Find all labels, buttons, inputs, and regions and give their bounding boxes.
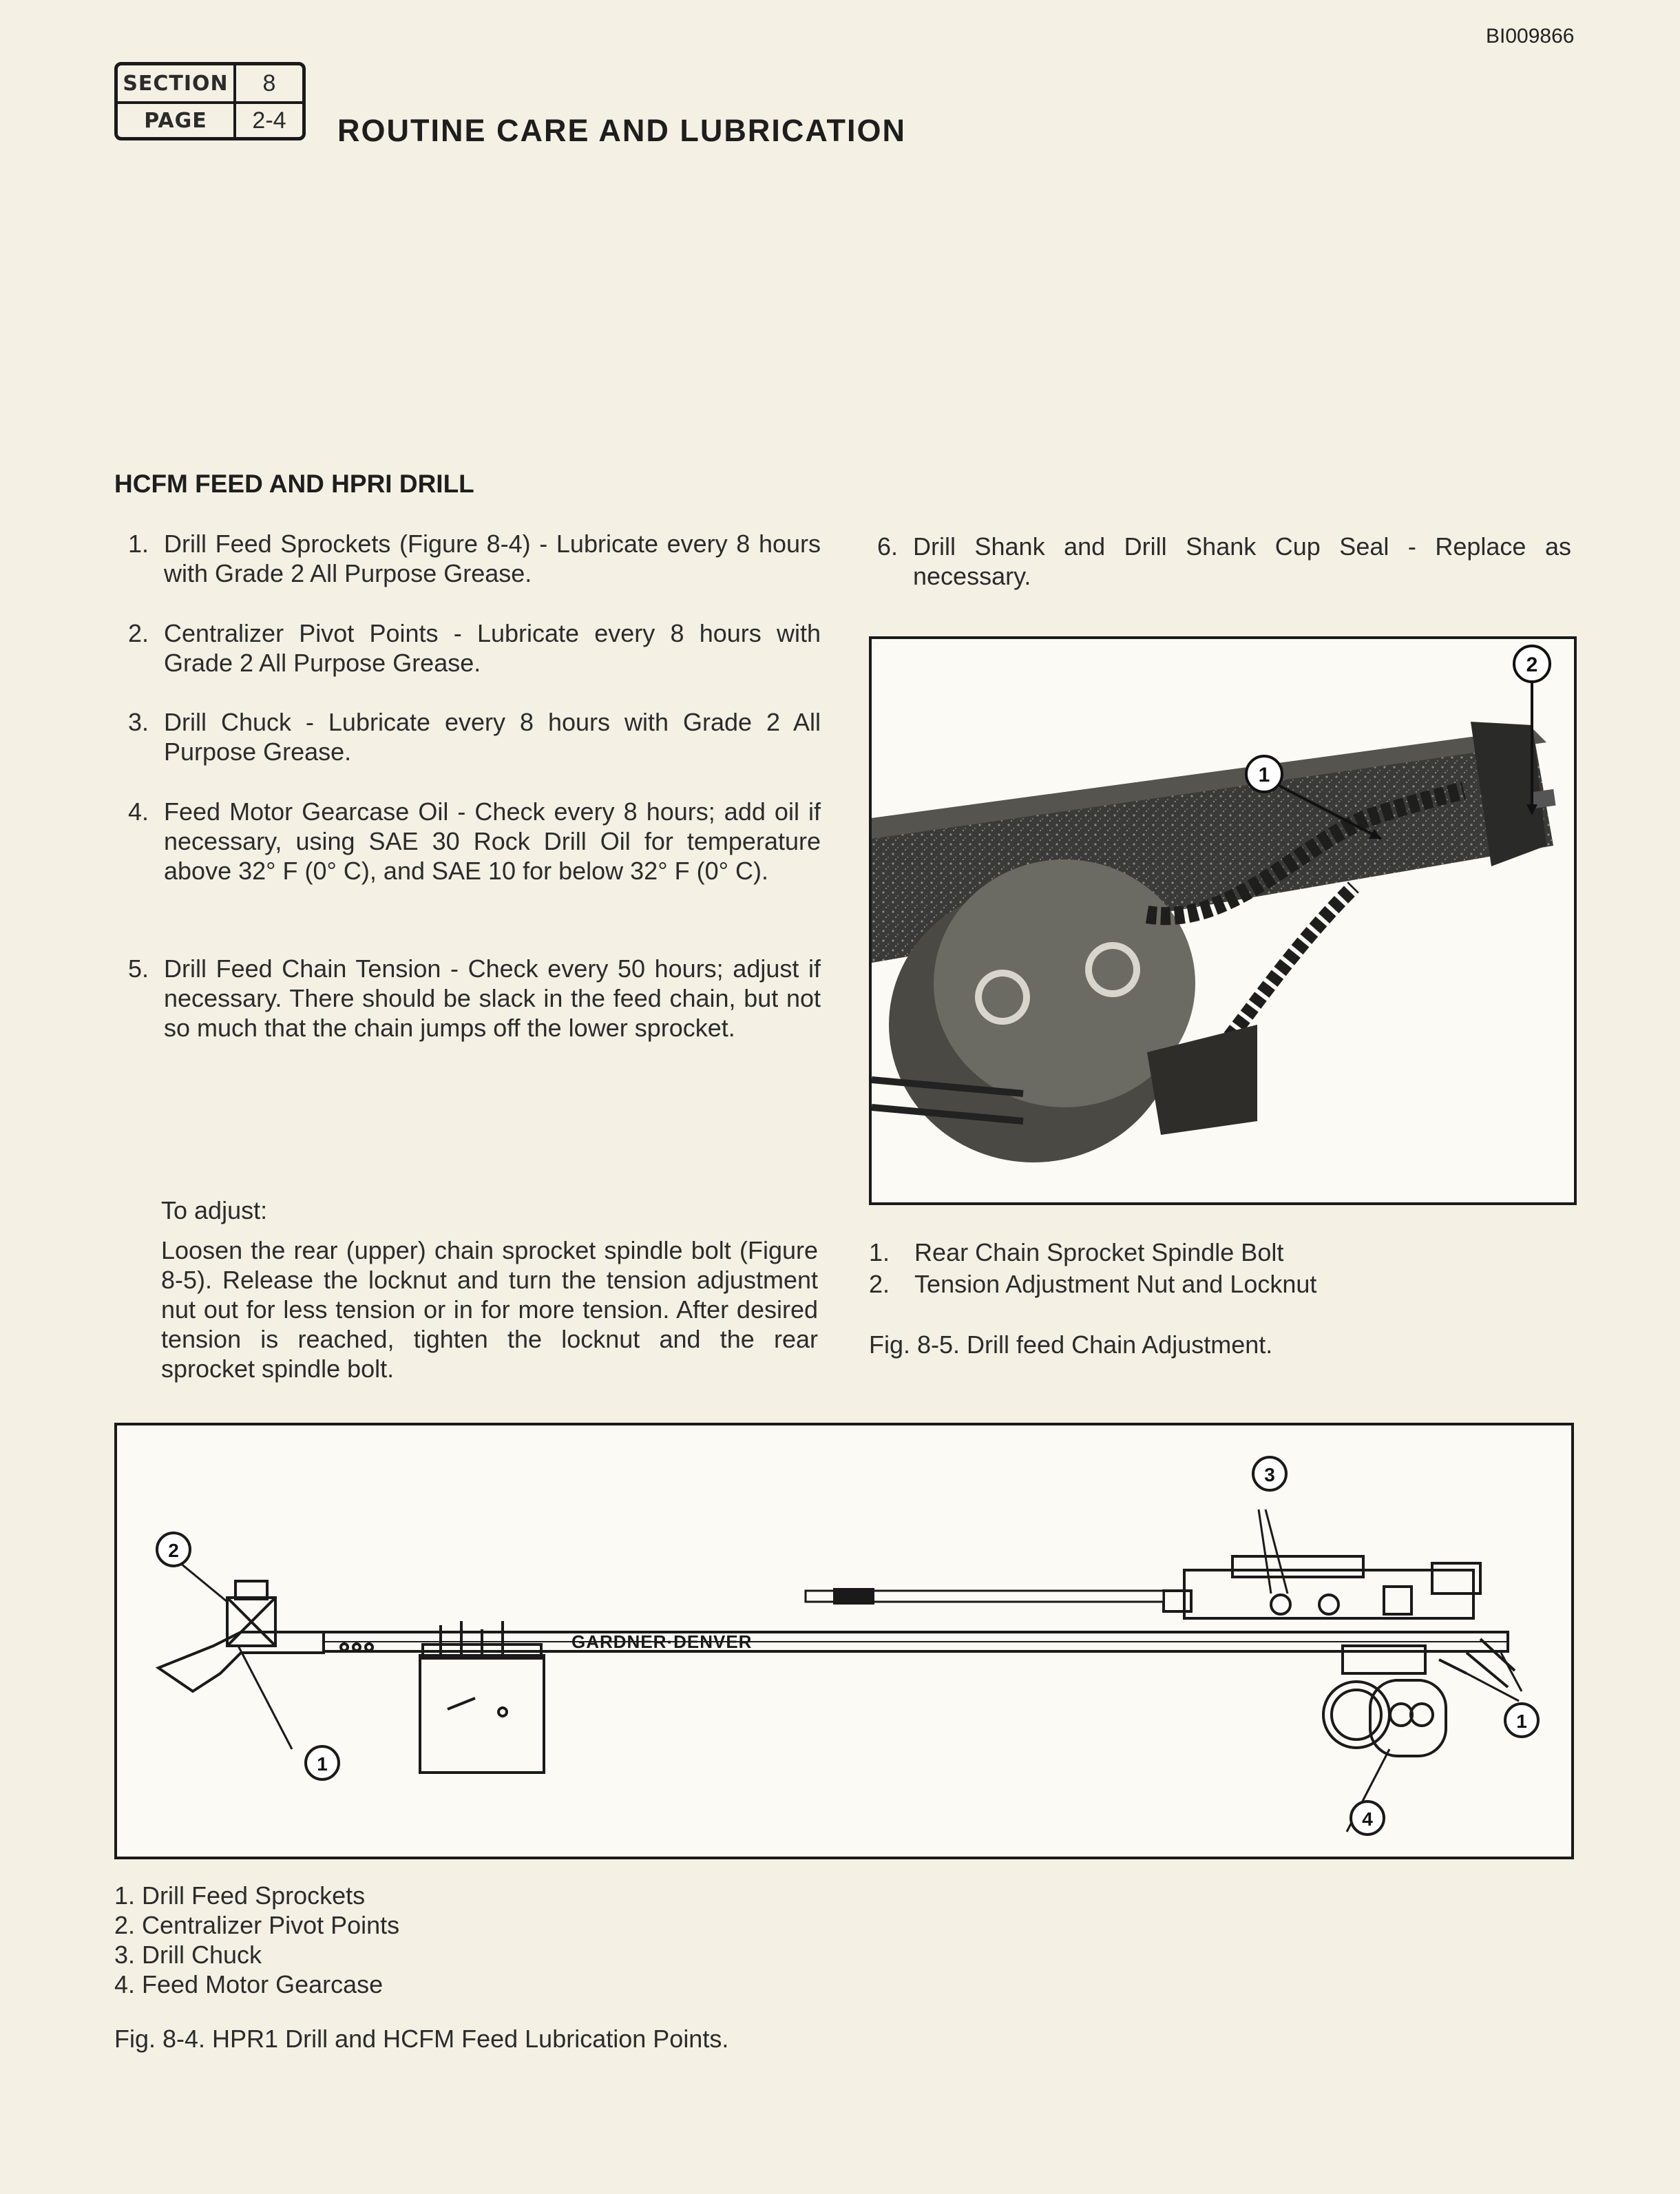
figure-8-5-photo: [869, 636, 1577, 1205]
callout-label: 1: [1258, 764, 1270, 786]
fig5-legend-item: [869, 1238, 1283, 1267]
item-number: 2.: [128, 619, 149, 647]
item-number: 4.: [128, 797, 149, 826]
section-row: [118, 65, 302, 104]
item-number: 6.: [877, 532, 899, 561]
legend-text: Rear Chain Sprocket Spindle Bolt: [914, 1238, 1284, 1266]
list-item: [128, 529, 821, 588]
item-text: Drill Feed Sprockets (Figure 8-4) - Lubricate every 8 hours with Grade 2 All Purpose Grease.: [164, 530, 821, 587]
to-adjust-text: Loosen the rear (upper) chain sprocket spindle bolt (Figure 8-5). Release the locknut and turn the tension adjustment nut out for less tension or in for more tension. After desired tension is reached, tighten the locknut and the rear sprocket spindle bolt.: [161, 1236, 818, 1383]
callout-marker: [157, 1533, 190, 1566]
callout-label: 1: [317, 1753, 328, 1775]
figure-8-4-drawing: [114, 1423, 1574, 1859]
item-text: Centralizer Pivot Points - Lubricate every 8 hours with Grade 2 All Purpose Grease.: [164, 619, 821, 677]
section-label: SECTION: [118, 65, 236, 101]
item-number: 5.: [128, 954, 149, 983]
page-value: 2-4: [252, 107, 286, 134]
section-page-box: [114, 62, 306, 140]
callout-label: 4: [1362, 1808, 1373, 1830]
callout-label: 2: [168, 1540, 179, 1561]
page-title: ROUTINE CARE AND LUBRICATION: [337, 113, 906, 148]
callout-marker: [306, 1746, 339, 1779]
callout-label: 3: [1264, 1464, 1275, 1485]
callout-marker: [1505, 1704, 1538, 1737]
fig4-caption: Fig. 8-4. HPR1 Drill and HCFM Feed Lubrication Points.: [114, 2025, 729, 2053]
item-text: Feed Motor Gearcase Oil - Check every 8 hours; add oil if necessary, using SAE 30 Rock Drill Oil for temperature above 32° F (0° C), and SAE 10 for below 32° F (0° C).: [164, 797, 821, 885]
page-label: PAGE: [118, 103, 236, 138]
section-heading: HCFM FEED AND HPRI DRILL: [114, 470, 474, 498]
callout-marker: [1253, 1457, 1286, 1490]
chain-adjustment-photo: [872, 639, 1574, 1202]
callout-marker: [1351, 1801, 1384, 1835]
legend-text: Tension Adjustment Nut and Locknut: [914, 1270, 1317, 1298]
list-item: [128, 707, 821, 766]
list-item: [128, 618, 821, 678]
item-number: 3.: [128, 708, 149, 736]
callout-label: 2: [1526, 654, 1538, 676]
callout-label: 1: [1516, 1711, 1527, 1732]
list-item: [128, 797, 821, 886]
brand-label: GARDNER·DENVER: [571, 1631, 753, 1652]
list-item: [128, 954, 821, 1043]
legend-number: 1.: [869, 1238, 890, 1266]
fig4-legend-item: 4. Feed Motor Gearcase: [114, 1970, 384, 1998]
fig4-legend-item: 2. Centralizer Pivot Points: [114, 1911, 400, 1939]
list-item: [877, 532, 1571, 591]
page-row: [118, 103, 302, 138]
document-id: BI009866: [1486, 25, 1575, 48]
fig4-legend-item: 1. Drill Feed Sprockets: [114, 1881, 366, 1910]
to-adjust-label: To adjust:: [161, 1196, 268, 1224]
item-text: Drill Chuck - Lubricate every 8 hours with Grade 2 All Purpose Grease.: [164, 708, 821, 766]
fig4-legend-item: 3. Drill Chuck: [114, 1941, 262, 1969]
drill-feed-diagram: [117, 1425, 1571, 1857]
section-value: 8: [262, 70, 276, 96]
item-text: Drill Shank and Drill Shank Cup Seal - Replace as necessary.: [913, 532, 1571, 590]
item-number: 1.: [128, 530, 149, 558]
fig5-legend-item: [869, 1270, 1316, 1299]
item-text: Drill Feed Chain Tension - Check every 50 hours; adjust if necessary. There should be slack in the feed chain, but not so much that the chain jumps off the lower sprocket.: [164, 954, 821, 1042]
legend-number: 2.: [869, 1270, 890, 1298]
fig5-caption: Fig. 8-5. Drill feed Chain Adjustment.: [869, 1330, 1273, 1359]
